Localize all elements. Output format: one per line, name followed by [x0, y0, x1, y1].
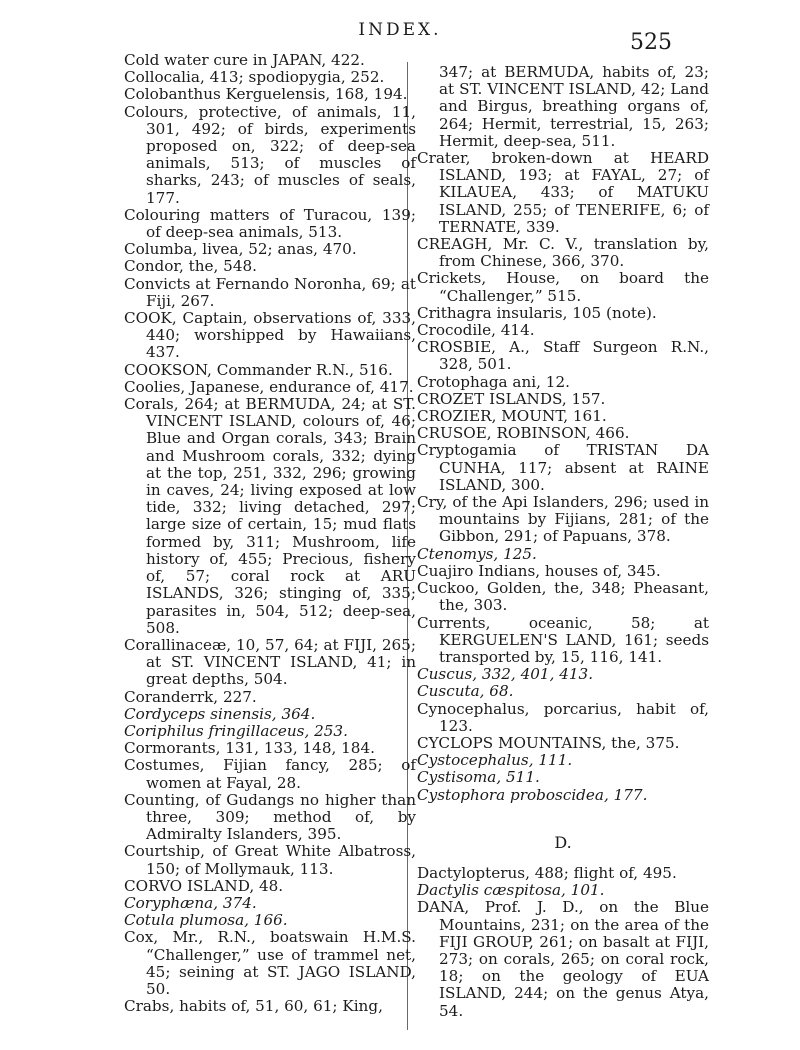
- index-entry: Convicts at Fernando Noronha, 69; at Fiji, 267.: [124, 274, 416, 310]
- index-entry: Cystocephalus, 111.: [417, 751, 573, 770]
- index-entry: Cuckoo, Golden, the, 348; Pheasant, the, 303.: [417, 579, 709, 615]
- index-entry: Crotophaga ani, 12.: [417, 372, 570, 391]
- index-entry: Colouring matters of Turacou, 139; of deep-sea animals, 513.: [124, 205, 416, 242]
- index-entry: COOK, Captain, observations of, 333, 440; worshipped by Hawaiians, 437.: [124, 309, 416, 362]
- index-entry: Condor, the, 548.: [124, 257, 258, 276]
- index-entry: CYCLOPS MOUNTAINS, the, 375.: [417, 733, 680, 752]
- index-entry: Crocodile, 414.: [417, 321, 535, 340]
- index-entry: DANA, Prof. J. D., on the Blue Mountains, 231; on the area of the FIJI GROUP, 261; on basalt at FIJI, 273; on corals, 265; on coral rock, 18; on the geology of EUA ISLAND, 244; on the genus Atya, 54.: [417, 898, 709, 1020]
- index-entry: Cynocephalus, porcarius, habit of, 123.: [417, 699, 709, 735]
- index-entry: Collocalia, 413; spodiopygia, 252.: [124, 68, 385, 87]
- index-entry: COOKSON, Commander R.N., 516.: [124, 360, 393, 379]
- index-entry: Coriphilus fringillaceus, 253.: [124, 721, 348, 740]
- index-entry: Dactylopterus, 488; flight of, 495.: [417, 863, 677, 882]
- index-entry: Cuscus, 332, 401, 413.: [417, 665, 594, 684]
- index-entry: Cystisoma, 511.: [417, 768, 540, 787]
- index-entry: Cold water cure in JAPAN, 422.: [124, 51, 365, 69]
- index-entry: Coolies, Japanese, endurance of, 417.: [124, 377, 414, 396]
- index-entry: Crickets, House, on board the “Challenger,” 515.: [417, 269, 709, 305]
- index-entry: Crater, broken-down at HEARD ISLAND, 193; at FAYAL, 27; of KILAUEA, 433; of MATUKU ISLAND, 255; of TENERIFE, 6; of TERNATE, 339.: [417, 149, 709, 236]
- index-entry: Cordyceps sinensis, 364.: [124, 704, 316, 723]
- index-entry: Columba, livea, 52; anas, 470.: [124, 240, 357, 259]
- left-column: [124, 52, 416, 1015]
- index-entry: CROZET ISLANDS, 157.: [417, 389, 606, 408]
- index-entry: CREAGH, Mr. C. V., translation by, from Chinese, 366, 370.: [417, 235, 709, 271]
- section-letter-heading: D.: [554, 832, 572, 852]
- index-entry: Corals, 264; at BERMUDA, 24; at ST. VINCENT ISLAND, colours of, 46; Blue and Organ corals, 343; Brain and Mushroom corals, 332; dying at the top, 251, 332, 296; growing in caves, 24; living exposed at low tide, 332; living detached, 297; large size of certain, 15; mud flats formed by, 311; Mushroom, life history of, 455; Precious, fishery of, 57; coral rock at ARU ISLANDS, 326; stinging of, 335; parasites in, 504, 512; deep-sea, 508.: [124, 395, 416, 637]
- index-entry: Crabs, habits of, 51, 60, 61; King,: [124, 997, 383, 1016]
- index-entry: Cuajiro Indians, houses of, 345.: [417, 561, 661, 580]
- index-entry: Ctenomys, 125.: [417, 544, 537, 563]
- index-entry-continued: 347; at BERMUDA, habits of, 23; at ST. VINCENT ISLAND, 42; Land and Birgus, breathing organs of, 264; Hermit, terrestrial, 15, 263; Hermit, deep-sea, 511.: [439, 63, 709, 150]
- index-entry: Counting, of Gudangs no higher than three, 309; method of, by Admiralty Islanders, 395.: [124, 790, 416, 844]
- index-entry: Cryptogamia of TRISTAN DA CUNHA, 117; absent at RAINE ISLAND, 300.: [417, 441, 709, 494]
- index-entry: Cuscuta, 68.: [417, 682, 514, 701]
- index-entry: CROSBIE, A., Staff Surgeon R.N., 328, 501.: [417, 338, 709, 374]
- index-entry: Crithagra insularis, 105 (note).: [417, 303, 657, 322]
- index-entry: CRUSOE, ROBINSON, 466.: [417, 424, 630, 443]
- index-entry: CROZIER, MOUNT, 161.: [417, 407, 607, 426]
- page-header: [0, 18, 800, 55]
- index-entry: Cry, of the Api Islanders, 296; used in mountains by Fijians, 281; of the Gibbon, 291; of Papuans, 378.: [417, 493, 709, 546]
- index-entry: Cotula plumosa, 166.: [124, 911, 288, 930]
- index-entry: Dactylis cæspitosa, 101.: [417, 881, 605, 900]
- index-entry: Cystophora proboscidea, 177.: [417, 785, 648, 804]
- index-entry: Corallinaceæ, 10, 57, 64; at FIJI, 265; at ST. VINCENT ISLAND, 41; in great depths, 504.: [124, 635, 416, 689]
- index-entry: Cox, Mr., R.N., boatswain H.M.S. “Challenger,” use of trammel net, 45; seining at ST. JAGO ISLAND, 50.: [124, 928, 416, 998]
- right-column: [417, 64, 709, 1020]
- index-entry: Colours, protective, of animals, 11, 301, 492; of birds, experiments proposed on, 322; of deep-sea animals, 513; of muscles of sharks, 243; of muscles of seals, 177.: [124, 102, 416, 207]
- page-number: 525: [630, 30, 672, 55]
- running-title: INDEX.: [358, 20, 442, 40]
- index-entry: Coranderrk, 227.: [124, 687, 257, 706]
- index-entry: CORVO ISLAND, 48.: [124, 876, 284, 895]
- index-entry: Currents, oceanic, 58; at KERGUELEN'S LAND, 161; seeds transported by, 15, 116, 141.: [417, 613, 709, 666]
- index-entry: Coryphæna, 374.: [124, 893, 257, 912]
- index-entry: Courtship, of Great White Albatross, 150; of Mollymauk, 113.: [124, 842, 416, 878]
- index-entry: Costumes, Fijian fancy, 285; of women at Fayal, 28.: [124, 756, 416, 792]
- index-entry: Colobanthus Kerguelensis, 168, 194.: [124, 85, 408, 104]
- index-entry: Cormorants, 131, 133, 148, 184.: [124, 739, 375, 758]
